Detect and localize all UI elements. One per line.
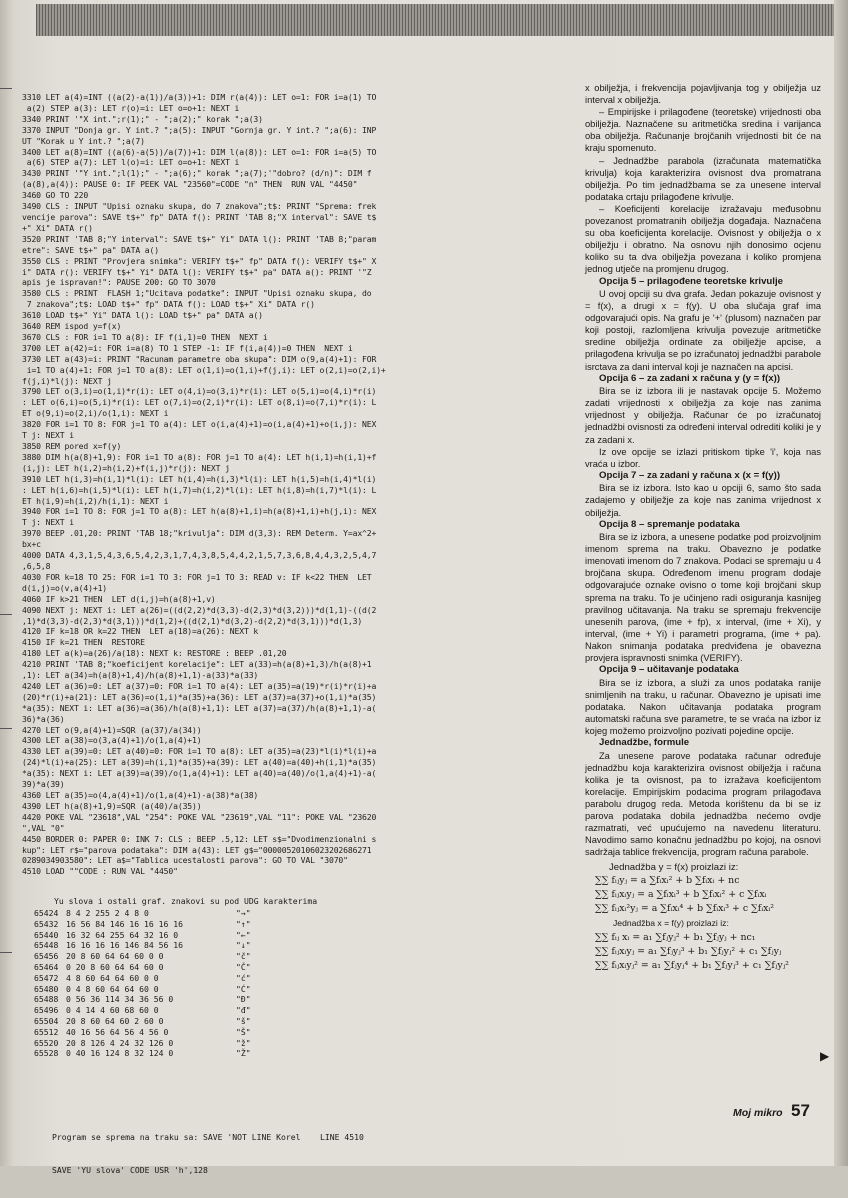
udg-glyph: "Ž" xyxy=(236,1048,251,1059)
udg-row xyxy=(34,919,574,930)
listing-line: 3460 GO TO 220 xyxy=(22,190,89,201)
section-heading: Opcija 7 – za zadani y računa x (x = f(y)) xyxy=(599,469,781,481)
listing-line: apis je ispravan!": PAUSE 200: GO TO 3070 xyxy=(22,277,216,288)
article-para: Za unesene parove podataka računar određuje jednadžbu koja karakterizira ovisnost obilježja i računa kolika je ta ovisnost, pa to izražava koeficijentom korelacije. Empirijskim podacima program prilagođava parabolu drugog reda. Metoda korištenu da bi se iz parova podataka dobila jednadžba nećemo ovdje razmatrati, već upućujemo na navedenu literaturu. Navodimo samo konačnu jednadžbu po kojoj, na osnovi sadržaja tablice frekvencija, program računa parabole. xyxy=(585,750,821,858)
section-heading: Opcija 6 – za zadani x računa y (y = f(x)) xyxy=(599,372,781,384)
formula: ∑∑ fᵢⱼxᵢ²yⱼ = a ∑fᵢxᵢ⁴ + b ∑fᵢxᵢ³ + c ∑fᵢxᵢ² xyxy=(595,903,775,915)
save-instructions xyxy=(52,1110,572,1198)
formula: ∑∑ fᵢⱼyⱼ = a ∑fᵢxᵢ² + b ∑fᵢxᵢ + nc xyxy=(595,875,740,887)
formula: ∑∑ fᵢⱼxᵢyⱼ = a ∑fᵢxᵢ³ + b ∑fᵢxᵢ² + c ∑fᵢxᵢ xyxy=(595,889,767,901)
udg-values: 20 8 60 64 64 60 0 0 xyxy=(66,951,164,962)
udg-glyph: "ć" xyxy=(236,972,251,983)
listing-line: ET o(9,i)=o(2,i)/o(1,i): NEXT i xyxy=(22,408,169,419)
udg-glyph: "Ć" xyxy=(236,983,251,994)
margin-tick xyxy=(0,728,12,729)
udg-address: 65496 xyxy=(34,1005,59,1016)
udg-glyph: "↑" xyxy=(236,918,251,929)
listing-line: 3700 LET a(42)=i: FOR i=a(8) TO 1 STEP -1: IF f(i,a(4))=0 THEN NEXT i xyxy=(22,342,353,353)
listing-line: 4060 IF k>21 THEN LET d(i,j)=h(a(8)+1,v) xyxy=(22,593,216,604)
listing-line: 3310 LET a(4)=INT ((a(2)-a(1))/a(3))+1: DIM r(a(4)): LET o=1: FOR i=a(1) TO xyxy=(22,92,377,102)
udg-address: 65456 xyxy=(34,951,59,962)
udg-row xyxy=(34,951,574,962)
listing-line: 3370 INPUT "Donja gr. Y int.? ";a(5): INPUT "Gornja gr. Y int.? ";a(6): INP xyxy=(22,124,377,135)
udg-glyph: "š" xyxy=(236,1015,251,1026)
listing-line: UT "Korak u Y int.? ";a(7) xyxy=(22,135,145,146)
listing-line: 7 znakova";t$: LOAD t$+" fp" DATA f(): LOAD t$+" Xi" DATA r() xyxy=(22,299,315,310)
listing-line: 3790 LET o(3,i)=o(1,i)*r(i): LET o(4,i)=o(3,i)*r(i): LET o(5,i)=o(4,i)*r(i) xyxy=(22,386,377,397)
listing-line: 4360 LET a(35)=o(4,a(4)+1)/o(1,a(4)+1)-a(38)*a(38) xyxy=(22,790,259,800)
udg-address: 65440 xyxy=(34,929,59,940)
udg-address: 65472 xyxy=(34,972,59,983)
listing-line: 4300 LET a(38)=o(3,a(4)+1)/o(1,a(4)+1) xyxy=(22,735,202,746)
listing-line: 3580 CLS : PRINT FLASH 1;"Ucitava podatke": INPUT "Upisi oznaku skupa, do xyxy=(22,288,372,299)
listing-line: d(i,j)=o(v,a(4)+1) xyxy=(22,582,108,593)
listing-line: +" Xi" DATA r() xyxy=(22,222,93,233)
udg-values: 0 4 8 60 64 64 60 0 xyxy=(66,983,159,994)
margin-tick xyxy=(0,88,12,89)
udg-address: 65504 xyxy=(34,1015,59,1026)
udg-glyph: "đ" xyxy=(236,1005,251,1016)
listing-line: ",VAL "0" xyxy=(22,822,65,833)
listing-line: 3610 LOAD t$+" Yi" DATA l(): LOAD t$+" pa" DATA a() xyxy=(22,310,263,321)
listing-line: 0289034903580": LET a$="Tablica ucestalosti parova": GO TO VAL "3070" xyxy=(22,855,348,866)
article-para: – Koeficijenti korelacije izražavaju međusobnu povezanost promatranih obilježja događaja. Naznačena su oba koeficijenta korelacije. Ovisnost y obilježja o x obilježju i obratno. Na osnovu njih donosimo ocjenu koliko su ta dva obilježja povezana i koliko promjena jednog utječe na promjenu drugog. xyxy=(585,203,821,275)
listing-line: 3820 FOR i=1 TO 8: FOR j=1 TO a(4): LET o(i,a(4)+1)=o(i,a(4)+1)+o(i,j): NEX xyxy=(22,419,377,430)
listing-text xyxy=(22,92,580,877)
udg-glyph: "Č" xyxy=(236,961,251,972)
listing-line: : LET h(i,6)=h(i,5)*l(i): LET h(i,7)=h(i,2)*l(i): LET h(i,8)=h(i,7)*l(i): L xyxy=(22,484,377,495)
margin-tick xyxy=(0,952,12,953)
formula: ∑∑ fᵢⱼxᵢyⱼ = a₁ ∑fⱼyⱼ³ + b₁ ∑fⱼyⱼ² + c₁ ∑fⱼyⱼ xyxy=(595,946,782,958)
udg-values: 4 8 60 64 64 60 0 0 xyxy=(66,972,159,983)
udg-row xyxy=(34,930,574,941)
listing-line: 4420 POKE VAL "23618",VAL "254": POKE VAL "23619",VAL "11": POKE VAL "23620 xyxy=(22,811,377,822)
udg-values: 0 56 36 114 34 36 56 0 xyxy=(66,994,174,1005)
listing-line: 3400 LET a(8)=INT ((a(6)-a(5))/a(7))+1: DIM l(a(8)): LET o=1: FOR i=a(5) TO xyxy=(22,146,377,157)
udg-address: 65488 xyxy=(34,994,59,1005)
udg-row xyxy=(34,908,574,919)
article-para: Bira se iz izbora ili je nastavak opcije 5. Možemo zadati vrijednosti x obilježja za koje nas zanima vrijednost y obilježja. Računar će po izračunatoj jednadžbi ovisnosti za određeni interval odrediti koliki je y za zadani x. xyxy=(585,386,821,445)
listing-line: 4330 LET a(39)=0: LET a(40)=0: FOR i=1 TO a(8): LET a(35)=a(23)*l(i)*l(i)+a xyxy=(22,746,377,757)
listing-line: 3550 CLS : PRINT "Provjera snimka": VERIFY t$+" fp" DATA f(): VERIFY t$+" X xyxy=(22,255,377,266)
listing-line: f(j,i)*l(j): NEXT j xyxy=(22,375,112,386)
udg-values: 16 56 84 146 16 16 16 16 xyxy=(66,918,183,929)
listing-line: ET h(i,9)=h(i,2)/h(i,1): NEXT i xyxy=(22,495,169,506)
listing-line: T j: NEXT i xyxy=(22,517,74,528)
udg-glyph: "Đ" xyxy=(236,994,251,1005)
article-para: Bira se iz izbora, a služi za unos podataka ranije snimljenih na traku, u računar. Obavezno je upisati ime podataka. Nakon učitavanja podataka program automatski računa sve parametre, te se vraća na izbor iz kojeg možemo proizvoljno pozivati pojedine opcije. xyxy=(585,677,821,736)
formula-lead: Jednadžba x = f(y) proizlazi iz: xyxy=(613,918,729,929)
listing-line: 4000 DATA 4,3,1,5,4,3,6,5,4,2,3,1,7,4,3,8,5,4,4,2,1,5,7,3,6,8,4,4,3,2,5,4,7 xyxy=(22,550,377,561)
listing-line: 4390 LET h(a(8)+1,9)=SQR (a(40)/a(35)) xyxy=(22,800,202,811)
listing-line: a(6) STEP a(7): LET l(o)=i: LET o=o+1: NEXT i xyxy=(22,157,240,168)
udg-address: 65520 xyxy=(34,1037,59,1048)
article-para: – Empirijske i prilagođene (teoretske) vrijednosti oba obilježja. Naznačene su aritmetička sredina i varijanca oba obilježja. Računanje brojčanih vrijednosti bit će na kraju spomenuto. xyxy=(585,107,821,154)
udg-values: 16 16 16 16 146 84 56 16 xyxy=(66,940,183,951)
listing-line: 3880 DIM h(a(8)+1,9): FOR i=1 TO a(8): FOR j=1 TO a(4): LET h(i,1)=h(i,1)+f xyxy=(22,451,377,462)
listing-line: ,1)*d(3,3)-d(2,3)*d(3,1)))*d(1,2)+((d(2,1)*d(3,2)-d(2,2)*d(3,1)))*d(1,3) xyxy=(22,615,363,626)
listing-line: 3490 CLS : INPUT "Upisi oznaku skupa, do 7 znakova";t$: PRINT "Sprema: frek xyxy=(22,201,377,212)
listing-line: ,6,5,8 xyxy=(22,560,51,571)
continue-arrow-icon: ▶ xyxy=(820,1049,830,1063)
listing-line: vencije parova": SAVE t$+" fp" DATA f(): PRINT 'TAB 8;"X interval": SAVE t$ xyxy=(22,211,377,222)
margin-tick xyxy=(0,614,12,615)
listing-line: 3910 LET h(i,3)=h(i,1)*l(i): LET h(i,4)=h(i,3)*l(i): LET h(i,5)=h(i,4)*l(i) xyxy=(22,473,377,484)
listing-line: (24)*l(i)+a(25): LET a(39)=h(i,1)*a(35)+a(39): LET a(40)=a(40)+h(i,1)*a(35) xyxy=(22,757,377,768)
udg-glyph: "↓" xyxy=(236,940,251,951)
udg-values: 20 8 60 64 60 2 60 0 xyxy=(66,1015,164,1026)
listing-line: T j: NEXT i xyxy=(22,430,74,441)
listing-line: *a(35): NEXT i: LET a(36)=a(36)/h(a(8)+1,1): LET a(37)=a(37)/h(a(8)+1,1)-a( xyxy=(22,702,377,713)
udg-row xyxy=(34,940,574,951)
magazine-name: Moj mikro xyxy=(733,1107,783,1119)
listing-line: 4510 LOAD ""CODE : RUN VAL "4450" xyxy=(22,866,178,877)
listing-line: 4030 FOR k=18 TO 25: FOR i=1 TO 3: FOR j=1 TO 3: READ v: IF k<22 THEN LET xyxy=(22,571,372,582)
listing-line: : LET o(6,i)=o(5,i)*r(i): LET o(7,i)=o(2,i)*r(i): LET o(8,i)=o(7,i)*r(i): L xyxy=(22,397,377,408)
udg-values: 8 4 2 255 2 4 8 0 xyxy=(66,908,149,918)
udg-values: 16 32 64 255 64 32 16 0 xyxy=(66,929,179,940)
udg-address: 65424 xyxy=(34,908,59,918)
udg-header: Yu slova i ostali graf. znakovi su pod UDG karakterima xyxy=(54,896,318,906)
listing-line: 4270 LET o(9,a(4)+1)=SQR (a(37)/a(34)) xyxy=(22,724,202,735)
listing-line: 3520 PRINT 'TAB 8;"Y interval": SAVE t$+" Yi" DATA l(): PRINT 'TAB 8;"param xyxy=(22,233,377,244)
listing-line: i" DATA r(): VERIFY t$+" Yi" DATA l(): VERIFY t$+" pa" DATA a(): PRINT '"Z xyxy=(22,266,372,277)
udg-address: 65480 xyxy=(34,983,59,994)
listing-line: i=1 TO a(4)+1: FOR j=1 TO a(8): LET o(1,i)=o(1,i)+f(j,i): LET o(2,i)=o(2,i)+ xyxy=(22,364,386,375)
udg-row xyxy=(34,994,574,1005)
udg-table xyxy=(34,896,574,1059)
formula: ∑∑ fᵢⱼ xᵢ = a₁ ∑fⱼyⱼ² + b₁ ∑fⱼyⱼ + nc₁ xyxy=(595,932,756,944)
article-para: Iz ove opcije se izlazi pritiskom tipke 'i', koja nas vraća u izbor. xyxy=(585,446,821,469)
listing-line: ,1): LET a(34)=h(a(8)+1,4)/h(a(8)+1,1)-a(33)*a(33) xyxy=(22,670,259,681)
udg-glyph: "→" xyxy=(236,908,251,918)
listing-line: 4210 PRINT 'TAB 8;"koeficijent korelacije": LET a(33)=h(a(8)+1,3)/h(a(8)+1 xyxy=(22,659,372,670)
udg-row xyxy=(34,1027,574,1038)
udg-address: 65512 xyxy=(34,1026,59,1037)
udg-glyph: "ž" xyxy=(236,1037,251,1048)
article-column xyxy=(585,82,821,973)
listing-line: kup": LET r$="parova podataka": DIM a(43): LET g$="00000520106023202686271 xyxy=(22,844,372,855)
listing-line: 3340 PRINT '"X int.";r(1);" - ";a(2);" korak ";a(3) xyxy=(22,113,263,124)
formulas-block xyxy=(585,861,821,973)
listing-line: *a(35): NEXT i: LET a(39)=a(39)/o(1,a(4)+1): LET a(40)=a(40)/o(1,a(4)+1)-a( xyxy=(22,768,377,779)
listing-line: (i,j): LET h(i,2)=h(i,2)+f(i,j)*r(j): NEXT j xyxy=(22,462,230,473)
udg-glyph: "č" xyxy=(236,951,251,962)
udg-address: 65432 xyxy=(34,918,59,929)
listing-line: 36)*a(36) xyxy=(22,713,65,724)
article-para: Bira se iz izbora, a unesene podatke pod proizvoljnim imenom sprema na traku. Obavezno je podatke imenovati imenom do 7 znakova. Podaci se spremaju u 4 brojčana skupa. Određenom imenu program dodaje odgovarajuće oznake ovisno o tome koji brojčani skup sprema na traku. To je učinjeno radi osiguranja kasnijeg pravilnog učitavanja. Na traku se spremaju frekvencije unesenih parova, (ime + fp), x interval, (ime + Xi), y interval, (ime + Yi) i parametri programa, (ime + pa). Nakon snimanja podataka predviđena je obavezna provjera ispravnosti snimka (VERIFY). xyxy=(585,532,821,664)
page-number: 57 xyxy=(791,1101,810,1120)
listing-line: 4150 IF k=21 THEN RESTORE xyxy=(22,637,145,648)
listing-line: 4180 LET a(k)=a(26)/a(18): NEXT k: RESTORE : BEEP .01,20 xyxy=(22,648,287,659)
udg-values: 0 40 16 124 8 32 124 0 xyxy=(66,1048,174,1059)
article-para: U ovoj opciji su dva grafa. Jedan pokazuje ovisnost y = f(x), a drugi x = f(y). U oba slučaja graf ima odgovarajući opis. Na grafu je '+' (plusom) naznačen par koji postoji, razlomljena krivulja povezuje aritmetičke sredine obilježja ordinate za obilježje apcise, a prilagođena krivulja se po izračunatoj jednadžbi parabole isrctava za dani interval koji je naznačen na apcisi. xyxy=(585,289,821,372)
listing-line: 3430 PRINT '"Y int.";l(1);" - ";a(6);" korak ";a(7);'"dobro? (d/n)": DIM f xyxy=(22,168,372,179)
section-heading: Jednadžbe, formule xyxy=(599,737,690,749)
udg-address: 65448 xyxy=(34,940,59,951)
udg-row xyxy=(34,1005,574,1016)
listing-line: (20)*r(i)+a(21): LET a(36)=o(1,i)*a(35)+a(36): LET a(37)=a(37)+o(1,i)*a(35) xyxy=(22,691,377,702)
formula-lead: Jednadžba y = f(x) proizlazi iz: xyxy=(609,862,739,874)
top-halftone-band xyxy=(36,4,836,36)
section-heading: Opcija 8 – spremanje podataka xyxy=(599,518,740,530)
listing-line: bx+c xyxy=(22,539,41,550)
page-footer xyxy=(733,1101,810,1121)
listing-line: etre": SAVE t$+" pa" DATA a() xyxy=(22,244,159,255)
listing-line: a(2) STEP a(3): LET r(o)=i: LET o=o+1: NEXT i xyxy=(22,102,240,113)
listing-line: 3970 BEEP .01,20: PRINT 'TAB 18;"krivulja": DIM d(3,3): REM Determ. Y=ax^2+ xyxy=(22,528,377,539)
listing-line: (a(8),a(4)): PAUSE 0: IF PEEK VAL "23560"=CODE "n" THEN RUN VAL "4450" xyxy=(22,179,358,190)
udg-row xyxy=(34,1038,574,1049)
article-para: x obilježja, i frekvencija pojavljivanja tog y obilježja uz interval x obilježja. xyxy=(585,83,821,106)
article-para: – Jednadžbe parabola (izračunata matematička krivulja) koja karakterizira ovisnost dva promatrana obilježja. Po tim jednadžbama se za unesene interval podataka crtaju prilagođene krivulje. xyxy=(585,155,821,202)
section-heading: Opcija 9 – učitavanje podataka xyxy=(599,664,739,676)
listing-line: 4120 IF k=18 OR k=22 THEN LET a(18)=a(26): NEXT k xyxy=(22,626,259,637)
udg-rows xyxy=(34,908,574,1059)
udg-row xyxy=(34,962,574,973)
listing-line: 4090 NEXT j: NEXT i: LET a(26)=((d(2,2)*d(3,3)-d(2,3)*d(3,2)))*d(1,1)-((d(2 xyxy=(22,604,377,615)
save-line-2: SAVE 'YU slova' CODE USR 'h',128 xyxy=(52,1165,208,1175)
listing-line: 3940 FOR i=1 TO 8: FOR j=1 TO a(8): LET h(a(8)+1,i)=h(a(8)+1,i)+h(j,i): NEX xyxy=(22,506,377,517)
listing-line: 4240 LET a(36)=0: LET a(37)=0: FOR i=1 TO a(4): LET a(35)=a(19)*r(i)*r(i)+a xyxy=(22,680,377,691)
listing-line: 4450 BORDER 0: PAPER 0: INK 7: CLS : BEEP .5,12: LET s$="Dvodimenzionalni s xyxy=(22,833,377,844)
listing-line: 3850 REM pored x=f(y) xyxy=(22,441,122,451)
udg-values: 20 8 126 4 24 32 126 0 xyxy=(66,1037,174,1048)
udg-glyph: "Š" xyxy=(236,1026,251,1037)
udg-address: 65528 xyxy=(34,1048,59,1059)
page-edge-shadow xyxy=(834,0,848,1166)
udg-values: 0 4 14 4 60 68 60 0 xyxy=(66,1005,159,1016)
udg-values: 40 16 56 64 56 4 56 0 xyxy=(66,1026,169,1037)
listing-line: 3640 REM ispod y=f(x) xyxy=(22,321,122,332)
listing-line: 39)*a(39) xyxy=(22,779,65,790)
udg-row xyxy=(34,1048,574,1059)
section-heading: Opcija 5 – prilagođene teoretske krivulje xyxy=(599,275,783,287)
udg-row xyxy=(34,1016,574,1027)
udg-values: 0 20 8 60 64 64 60 0 xyxy=(66,961,164,972)
save-line-1: Program se sprema na traku sa: SAVE 'NOT LINE Korel LINE 4510 xyxy=(52,1132,364,1142)
formula: ∑∑ fᵢⱼxᵢyⱼ² = a₁ ∑fⱼyⱼ⁴ + b₁ ∑fⱼyⱼ³ + c₁ ∑fⱼyⱼ² xyxy=(595,960,789,972)
article-para: Bira se iz izbora. Isto kao u opciji 6, samo što sada zadajemo y obilježje za koje nas zanima vrijednost x obilježja. xyxy=(585,483,821,518)
udg-address: 65464 xyxy=(34,961,59,972)
udg-row xyxy=(34,973,574,984)
listing-line: 3670 CLS : FOR i=1 TO a(8): IF f(i,1)=0 THEN NEXT i xyxy=(22,331,268,342)
listing-line: 3730 LET a(43)=i: PRINT "Racunam parametre oba skupa": DIM o(9,a(4)+1): FOR xyxy=(22,353,377,364)
udg-glyph: "←" xyxy=(236,929,251,940)
udg-row xyxy=(34,984,574,995)
